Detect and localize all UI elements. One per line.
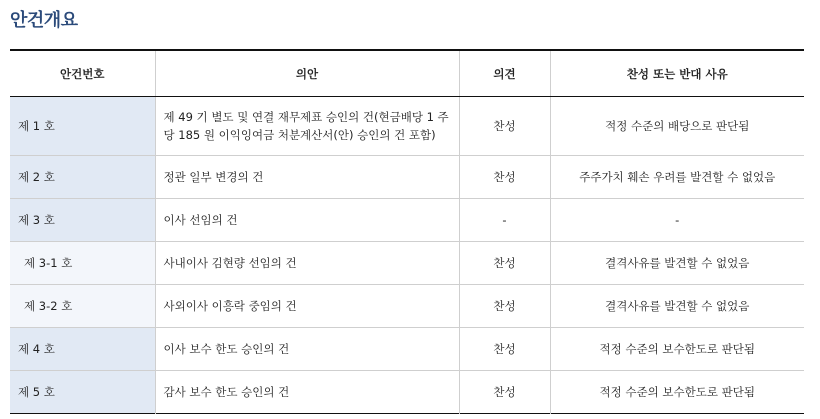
opinion-cell: 찬성 bbox=[459, 285, 550, 328]
table-row bbox=[10, 156, 804, 199]
opinion-cell: 찬성 bbox=[459, 371, 550, 414]
agenda-title-cell: 이사 보수 한도 승인의 건 bbox=[155, 328, 459, 371]
agenda-title-cell: 사내이사 김현량 선임의 건 bbox=[155, 242, 459, 285]
agenda-title-cell: 사외이사 이흥락 중임의 건 bbox=[155, 285, 459, 328]
agenda-table bbox=[10, 49, 804, 414]
table-header-row bbox=[10, 50, 804, 97]
opinion-cell: 찬성 bbox=[459, 97, 550, 156]
reason-cell: 적정 수준의 배당으로 판단됨 bbox=[550, 97, 804, 156]
reason-cell: 적정 수준의 보수한도로 판단됨 bbox=[550, 328, 804, 371]
page-title: 안건개요 bbox=[10, 10, 78, 31]
header-opinion: 의견 bbox=[459, 50, 550, 97]
reason-cell: 결격사유를 발견할 수 없었음 bbox=[550, 242, 804, 285]
table-row bbox=[10, 199, 804, 242]
agenda-title-cell: 정관 일부 변경의 건 bbox=[155, 156, 459, 199]
header-agenda-number: 안건번호 bbox=[10, 50, 155, 97]
opinion-cell: 찬성 bbox=[459, 156, 550, 199]
opinion-cell: 찬성 bbox=[459, 328, 550, 371]
agenda-title-cell: 이사 선임의 건 bbox=[155, 199, 459, 242]
agenda-number-cell: 제 3-2 호 bbox=[10, 285, 155, 328]
reason-cell: 주주가치 훼손 우려를 발견할 수 없었음 bbox=[550, 156, 804, 199]
agenda-number-cell: 제 3-1 호 bbox=[10, 242, 155, 285]
reason-cell: 결격사유를 발견할 수 없었음 bbox=[550, 285, 804, 328]
agenda-number-cell: 제 1 호 bbox=[10, 97, 155, 156]
opinion-cell: - bbox=[459, 199, 550, 242]
table-row bbox=[10, 371, 804, 414]
table-row bbox=[10, 285, 804, 328]
agenda-number-cell: 제 3 호 bbox=[10, 199, 155, 242]
header-agenda: 의안 bbox=[155, 50, 459, 97]
agenda-number-cell: 제 5 호 bbox=[10, 371, 155, 414]
opinion-cell: 찬성 bbox=[459, 242, 550, 285]
reason-cell: - bbox=[550, 199, 804, 242]
agenda-number-cell: 제 2 호 bbox=[10, 156, 155, 199]
table-row bbox=[10, 97, 804, 156]
table-row bbox=[10, 328, 804, 371]
header-reason: 찬성 또는 반대 사유 bbox=[550, 50, 804, 97]
reason-cell: 적정 수준의 보수한도로 판단됨 bbox=[550, 371, 804, 414]
agenda-number-cell: 제 4 호 bbox=[10, 328, 155, 371]
agenda-title-cell: 제 49 기 별도 및 연결 재무제표 승인의 건(현금배당 1 주당 185 원 이익잉여금 처분계산서(안) 승인의 건 포함) bbox=[155, 97, 459, 156]
table-row bbox=[10, 242, 804, 285]
agenda-title-cell: 감사 보수 한도 승인의 건 bbox=[155, 371, 459, 414]
